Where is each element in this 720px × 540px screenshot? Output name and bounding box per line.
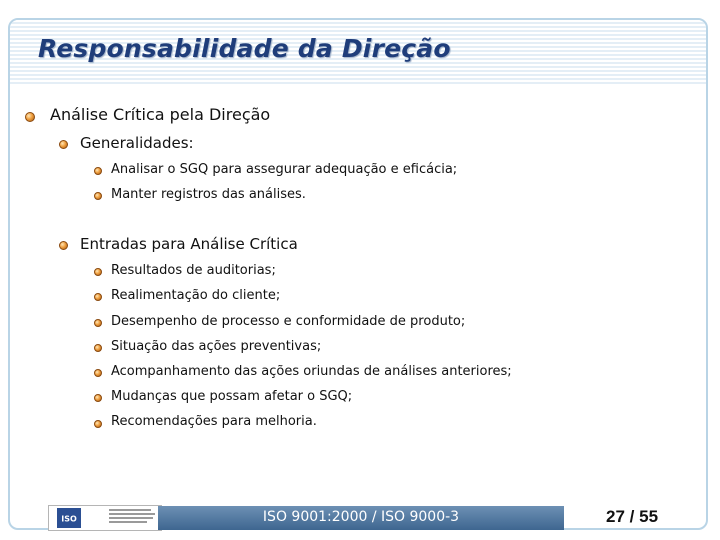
section-heading-inputs: Entradas para Análise Crítica: [80, 235, 298, 253]
list-item: Realimentação do cliente;: [111, 288, 281, 303]
bullet-icon: [94, 344, 102, 352]
list-item: Recomendações para melhoria.: [111, 414, 317, 429]
svg-text:ISO: ISO: [61, 514, 77, 524]
slide-title: Responsabilidade da Direção: [38, 34, 451, 63]
bullet-icon: [59, 241, 68, 250]
bullet-icon: [94, 369, 102, 377]
page-number: [606, 507, 658, 527]
list-item: Acompanhamento das ações oriundas de análises anteriores;: [111, 364, 512, 379]
bullet-icon: [94, 192, 102, 200]
bullet-icon: [25, 112, 35, 122]
bullet-icon: [94, 167, 102, 175]
list-item: Mudanças que possam afetar o SGQ;: [111, 389, 353, 404]
bullet-icon: [94, 293, 102, 301]
list-item: Situação das ações preventivas;: [111, 339, 322, 354]
footer: [8, 500, 708, 530]
page-total: 55: [639, 507, 659, 526]
bullet-icon: [94, 319, 102, 327]
list-item: Manter registros das análises.: [111, 187, 306, 202]
bullet-icon: [94, 268, 102, 276]
list-item: Analisar o SGQ para assegurar adequação e eficácia;: [111, 162, 458, 177]
iso-logo: [48, 505, 162, 531]
list-item: Desempenho de processo e conformidade de produto;: [111, 314, 466, 329]
bullet-icon: [94, 420, 102, 428]
page-current: 27: [606, 507, 625, 526]
footer-standard: ISO 9001:2000 / ISO 9000-3: [262, 509, 460, 525]
bullet-icon: [94, 394, 102, 402]
footer-bar: [158, 506, 564, 530]
section-heading-general: Generalidades:: [80, 134, 194, 152]
iso-logo-icon: [57, 508, 81, 528]
list-item: Resultados de auditorias;: [111, 263, 276, 278]
logo-caption-lines: [109, 509, 157, 527]
level1-heading: Análise Crítica pela Direção: [50, 105, 271, 124]
page-separator: /: [629, 507, 640, 526]
bullet-icon: [59, 140, 68, 149]
